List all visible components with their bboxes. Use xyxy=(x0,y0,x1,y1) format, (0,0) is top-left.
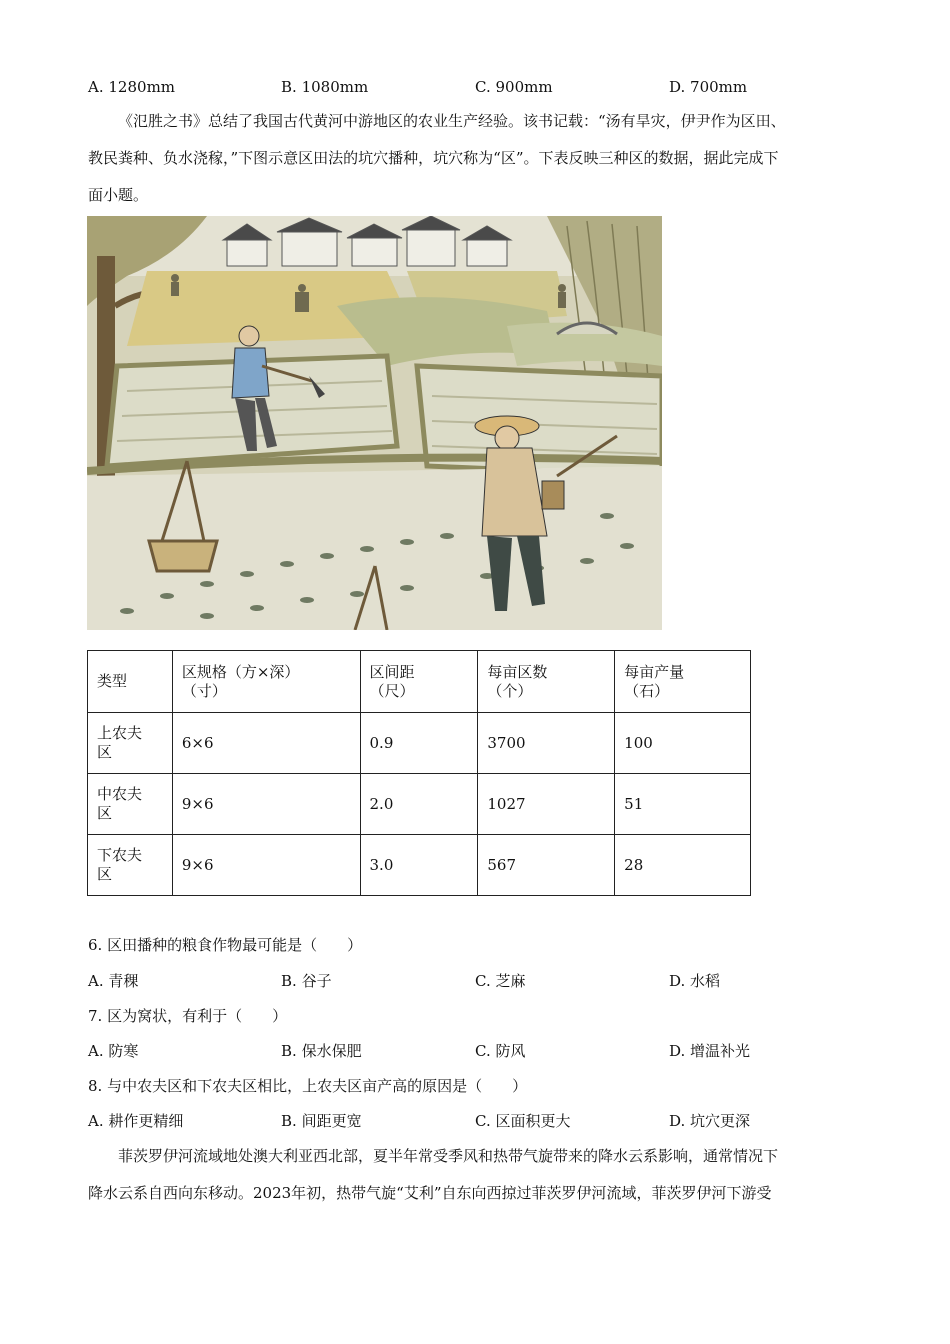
question-8-stem: 8. 与中农夫区和下农夫区相比，上农夫区亩产高的原因是（ ） xyxy=(88,1077,528,1095)
table-row xyxy=(88,774,751,835)
option-c[interactable]: C. 区面积更大 xyxy=(475,1112,571,1130)
option-d[interactable]: D. 700mm xyxy=(669,78,748,96)
spec-cell: 9×6 xyxy=(172,774,360,835)
option-d[interactable]: D. 水稻 xyxy=(669,972,721,990)
spec-cell: 6×6 xyxy=(172,713,360,774)
yield-cell: 100 xyxy=(615,713,751,774)
header-cell: 每亩区数 （个） xyxy=(478,651,615,713)
question-7-stem: 7. 区为窝状，有利于（ ） xyxy=(88,1007,288,1025)
intro-line: 面小题。 xyxy=(88,186,149,204)
spacing-cell: 0.9 xyxy=(360,713,478,774)
closing-line: 降水云系自西向东移动。2023年初，热带气旋“艾利”自东向西掠过菲茨罗伊河流域，菲茨罗伊河下游受 xyxy=(88,1184,772,1202)
table-row xyxy=(88,835,751,896)
option-b[interactable]: B. 保水保肥 xyxy=(281,1042,362,1060)
header-cell: 每亩产量 （石） xyxy=(615,651,751,713)
option-b[interactable]: B. 1080mm xyxy=(281,78,369,96)
header-cell: 区规格（方×深） （寸） xyxy=(172,651,360,713)
count-cell: 1027 xyxy=(478,774,615,835)
header-cell: 区间距 （尺） xyxy=(360,651,478,713)
question-6-stem: 6. 区田播种的粮食作物最可能是（ ） xyxy=(88,936,363,954)
pit-data-table xyxy=(87,650,751,896)
option-c[interactable]: C. 防风 xyxy=(475,1042,526,1060)
closing-line: 菲茨罗伊河流域地处澳大利亚西北部，夏半年常受季风和热带气旋带来的降水云系影响，通常情况下 xyxy=(118,1147,779,1165)
header-cell: 类型 xyxy=(88,651,173,713)
spec-cell: 9×6 xyxy=(172,835,360,896)
count-cell: 3700 xyxy=(478,713,615,774)
closing-paragraph xyxy=(88,1138,863,1212)
table-row xyxy=(88,713,751,774)
option-a[interactable]: A. 青稞 xyxy=(88,972,139,990)
type-cell: 上农夫 区 xyxy=(88,713,173,774)
option-c[interactable]: C. 芝麻 xyxy=(475,972,526,990)
spacing-cell: 2.0 xyxy=(360,774,478,835)
option-b[interactable]: B. 间距更宽 xyxy=(281,1112,362,1130)
question-8-options xyxy=(88,1110,868,1134)
option-d[interactable]: D. 增温补光 xyxy=(669,1042,751,1060)
spacing-cell: 3.0 xyxy=(360,835,478,896)
intro-paragraph xyxy=(88,103,863,214)
q5-options xyxy=(88,78,868,102)
intro-line: 《氾胜之书》总结了我国古代黄河中游地区的农业生产经验。该书记载：“汤有旱灾，伊尹作为区田、 xyxy=(118,112,786,130)
farming-illustration xyxy=(87,216,662,630)
yield-cell: 51 xyxy=(615,774,751,835)
intro-line: 教民粪种、负水浇稼，”下图示意区田法的坑穴播种，坑穴称为“区”。下表反映三种区的数据，据此完成下 xyxy=(88,149,779,167)
option-a[interactable]: A. 耕作更精细 xyxy=(88,1112,184,1130)
yield-cell: 28 xyxy=(615,835,751,896)
type-cell: 中农夫 区 xyxy=(88,774,173,835)
option-d[interactable]: D. 坑穴更深 xyxy=(669,1112,751,1130)
count-cell: 567 xyxy=(478,835,615,896)
type-cell: 下农夫 区 xyxy=(88,835,173,896)
table-header-row xyxy=(88,651,751,713)
option-a[interactable]: A. 防寒 xyxy=(88,1042,139,1060)
question-6-options xyxy=(88,970,868,994)
option-b[interactable]: B. 谷子 xyxy=(281,972,332,990)
option-c[interactable]: C. 900mm xyxy=(475,78,553,96)
option-a[interactable]: A. 1280mm xyxy=(88,78,176,96)
question-7-options xyxy=(88,1040,868,1064)
